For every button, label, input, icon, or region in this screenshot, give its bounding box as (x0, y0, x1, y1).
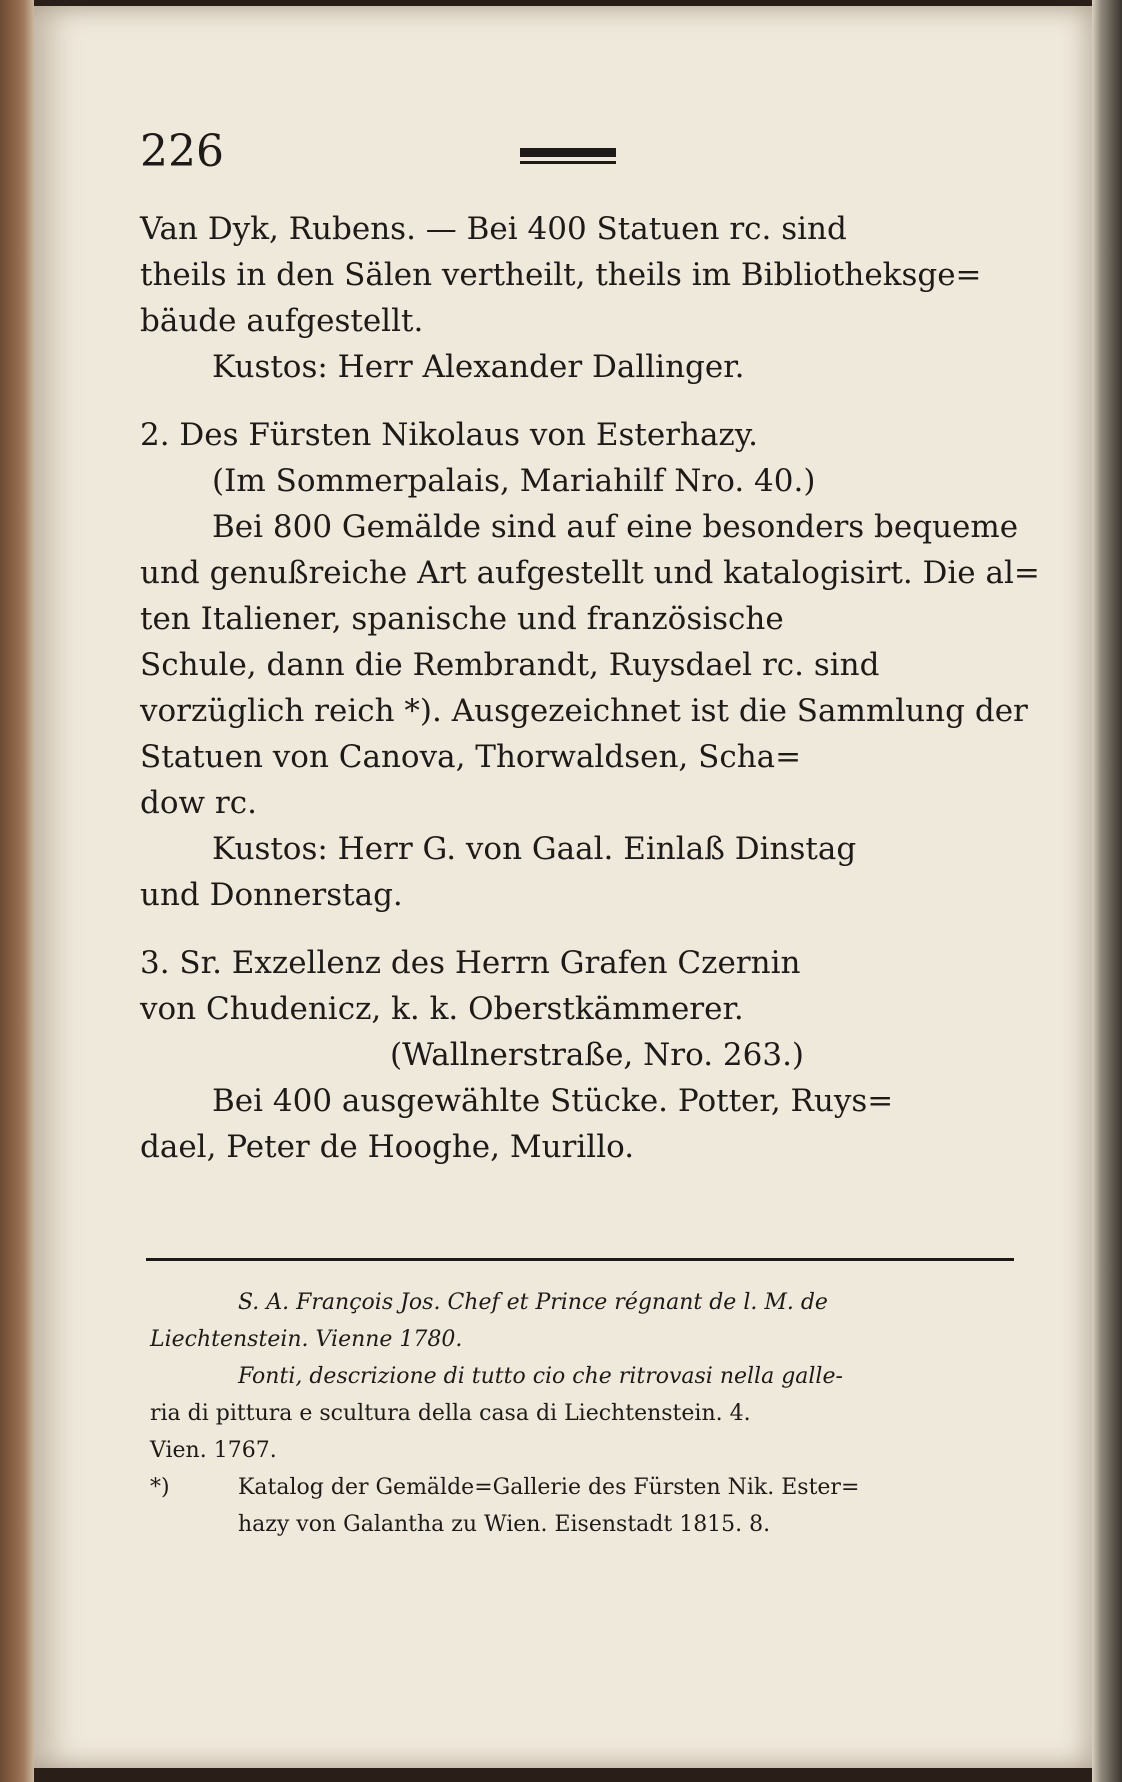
footnote-line: Vien. 1767. (150, 1438, 277, 1463)
footnote-line: Katalog der Gemälde=Gallerie des Fürsten Nik. Ester= (238, 1475, 860, 1500)
footnote-marker: *) (150, 1475, 170, 1500)
footnote-line: hazy von Galantha zu Wien. Eisenstadt 1815. 8. (238, 1512, 771, 1537)
custodian-line: Kustos: Herr Alexander Dallinger. (212, 349, 745, 385)
text-line: dael, Peter de Hooghe, Murillo. (140, 1129, 635, 1165)
book-spine-left (0, 0, 34, 1782)
footnote-entry (150, 1469, 1012, 1506)
book-edge-right (1092, 0, 1122, 1782)
main-text (140, 206, 1040, 1170)
text-line: vorzüglich reich *). Ausgezeichnet ist die Sammlung der (140, 693, 1028, 729)
footnotes (150, 1284, 1012, 1543)
address-line: (Wallnerstraße, Nro. 263.) (390, 1037, 805, 1073)
section-heading: 3. Sr. Exzellenz des Herrn Grafen Czernin (140, 945, 801, 981)
text-line: bäude aufgestellt. (140, 303, 424, 339)
footnote-line: Liechtenstein. Vienne 1780. (150, 1327, 463, 1352)
address-line: (Im Sommerpalais, Mariahilf Nro. 40.) (212, 463, 816, 499)
section-heading: 2. Des Fürsten Nikolaus von Esterhazy. (140, 417, 759, 453)
text-line: theils in den Sälen vertheilt, theils im Bibliotheksge= (140, 257, 982, 293)
page-header (140, 126, 1020, 186)
text-line: dow rc. (140, 785, 257, 821)
footnote-line: S. A. François Jos. Chef et Prince régnant de l. M. de (238, 1290, 828, 1315)
page-number: 226 (140, 126, 224, 177)
text-line: und genußreiche Art aufgestellt und katalogisirt. Die al= (140, 555, 1040, 591)
text-line: Bei 400 ausgewählte Stücke. Potter, Ruys= (212, 1083, 894, 1119)
text-line: Schule, dann die Rembrandt, Ruysdael rc. sind (140, 647, 880, 683)
section-heading: von Chudenicz, k. k. Oberstkämmerer. (140, 991, 744, 1027)
header-rule (520, 148, 616, 157)
text-line: Van Dyk, Rubens. — Bei 400 Statuen rc. sind (140, 211, 847, 247)
custodian-line: Kustos: Herr G. von Gaal. Einlaß Dinstag (212, 831, 857, 867)
footnote-rule (146, 1258, 1014, 1261)
footnote-line: ria di pittura e scultura della casa di Liechtenstein. 4. (150, 1401, 751, 1426)
text-line: Bei 800 Gemälde sind auf eine besonders bequeme (212, 509, 1019, 545)
text-line: ten Italiener, spanische und französische (140, 601, 784, 637)
text-line: Statuen von Canova, Thorwaldsen, Scha= (140, 739, 802, 775)
text-line: und Donnerstag. (140, 877, 403, 913)
footnote-line: Fonti, descrizione di tutto cio che ritrovasi nella galle- (238, 1364, 843, 1389)
